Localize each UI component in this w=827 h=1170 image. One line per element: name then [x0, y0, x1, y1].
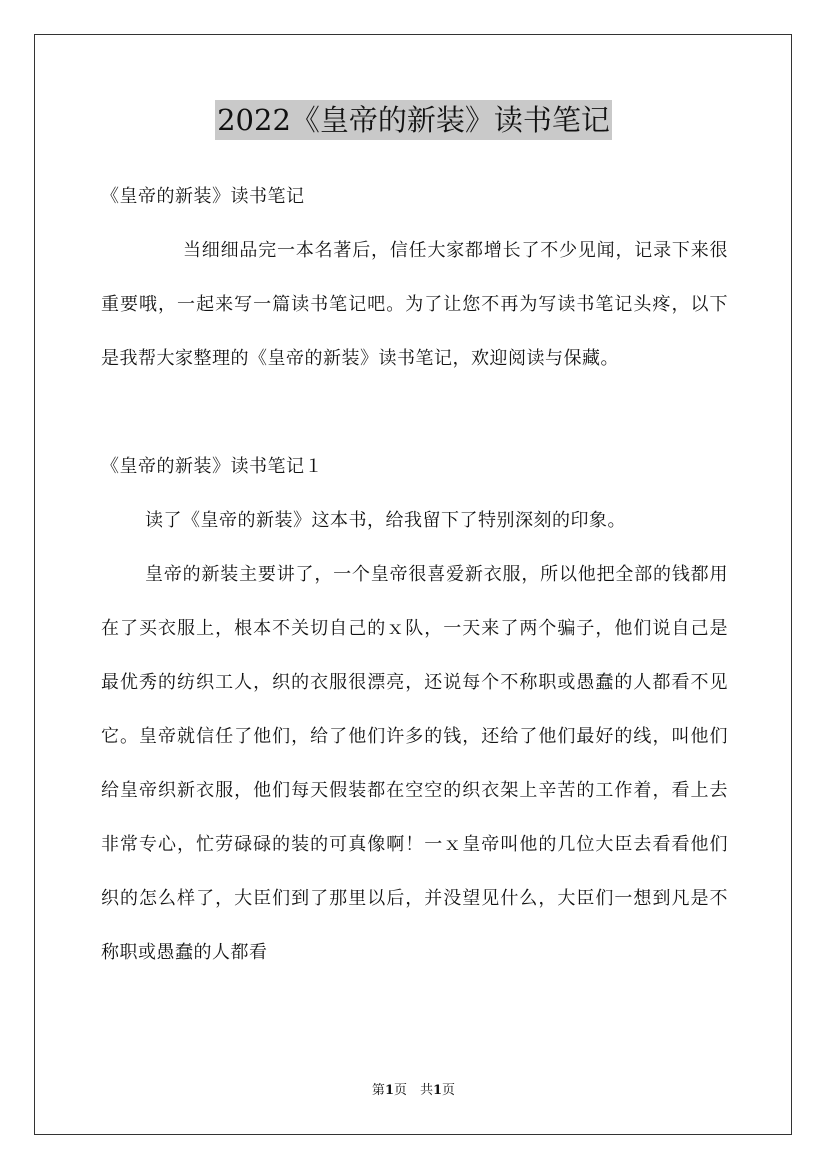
body-paragraph-1: 读了《皇帝的新装》这本书，给我留下了特别深刻的印象。	[145, 510, 626, 531]
footer-page-current: 1	[384, 1083, 394, 1098]
subtitle: 《皇帝的新装》读书笔记	[101, 186, 305, 207]
page-footer	[0, 1082, 827, 1100]
document-body	[101, 170, 728, 980]
title-container	[0, 100, 827, 140]
footer-page-mid: 页 共	[393, 1083, 433, 1098]
footer-page-suffix: 页	[442, 1083, 456, 1098]
body-paragraph-2: 皇帝的新装主要讲了，一个皇帝很喜爱新衣服，所以他把全部的钱都用在了买衣服上，根本不关切自己的ｘ队，一天来了两个骗子，他们说自己是最优秀的纺织工人，织的衣服很漂亮，还说每个不称职或愚蠢的人都看不见它。皇帝就信任了他们，给了他们许多的钱，还给了他们最好的线，叫他们给皇帝织新衣服，他们每天假装都在空空的织衣架上辛苦的工作着，看上去非常专心，忙劳碌碌的装的可真像啊！一ｘ皇帝叫他的几位大臣去看看他们织的怎么样了，大臣们到了那里以后，并没望见什么，大臣们一想到凡是不称职或愚蠢的人都看	[101, 564, 728, 963]
intro-paragraph: 当细细品完一本名著后，信任大家都增长了不少见闻，记录下来很重要哦，一起来写一篇读书笔记吧。为了让您不再为写读书笔记头疼，以下是我帮大家整理的《皇帝的新装》读书笔记，欢迎阅读与保藏。	[101, 240, 728, 369]
document-title: 2022《皇帝的新装》读书笔记	[215, 100, 612, 140]
footer-page-total: 1	[433, 1083, 443, 1098]
paragraph-gap	[101, 386, 728, 440]
footer-page-prefix: 第	[371, 1083, 385, 1098]
section-heading: 《皇帝的新装》读书笔记１	[101, 456, 323, 477]
